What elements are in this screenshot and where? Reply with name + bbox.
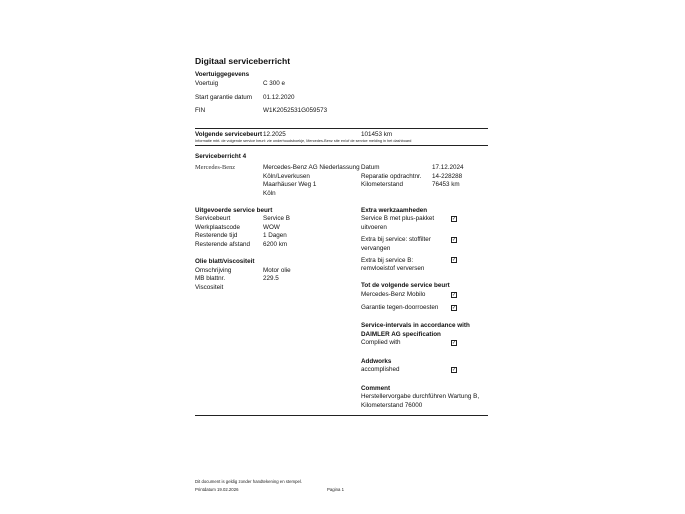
divider [195,128,488,129]
next-service-label: Volgende servicebeurt [195,131,263,138]
until-next-heading: Tot de volgende service beurt [361,282,450,289]
print-date: Printdatum 19.02.2026 [195,487,239,492]
page-number: Pagina 1 [327,487,344,492]
executed-value: 6200 km [263,241,288,248]
executed-label: Resterende afstand [195,241,250,248]
report-meta-value: 17.12.2024 [432,164,464,171]
executed-label: Werkplaatscode [195,224,241,231]
oil-label: MB blattnr. [195,275,226,282]
addworks-heading: Addworks [361,358,392,365]
warranty-start-label: Start garantie datum [195,94,253,101]
extra-item-line: uitvoeren [361,224,387,231]
fin-label: FIN [195,107,206,114]
oil-value: 229.5 [263,275,279,282]
checkbox-checked: ✓ [452,257,457,263]
intervals-item: Complied with [361,339,401,346]
executed-label: Servicebeurt [195,215,231,222]
oil-label: Viscositeit [195,284,224,291]
checkbox-checked: ✓ [452,216,457,222]
comment-heading: Comment [361,385,391,392]
next-service-date: 12.2025 [263,131,286,138]
checkbox-checked: ✓ [452,237,457,243]
dealer-line: Maarhäuser Weg 1 [263,181,317,188]
executed-value: 1 Dagen [263,232,287,239]
checkbox-checked: ✓ [452,292,457,298]
executed-value: WOW [263,224,280,231]
executed-heading: Uitgevoerde service beurt [195,207,273,214]
checkbox-checked: ✓ [452,367,457,373]
executed-value: Service B [263,215,290,222]
oil-value: Motor olie [263,267,291,274]
footer-note: Dit document is geldig zonder handtekening en stempel. [195,479,303,484]
next-service-km: 101453 km [361,131,393,138]
warranty-start-value: 01.12.2020 [263,94,295,101]
vehicle-value: C 300 e [263,80,286,87]
divider [195,145,488,146]
divider [195,415,488,416]
intervals-heading: Service-intervals in accordance with [361,322,470,329]
report-meta-label: Reparatie opdrachtnr. [361,173,422,180]
until-next-item: Garantie tegen-doorroesten [361,304,439,311]
comment-line: Herstellervorgabe durchführen Wartung B, [361,393,480,400]
oil-heading: Olie blatt/viscositeit [195,258,255,265]
extra-item-line: vervangen [361,245,391,252]
page-title: Digitaal serviceberricht [195,56,291,66]
extra-item-line: Service B met plus-pakket [361,215,435,222]
brand-logo: Mercedes-Benz [195,164,236,171]
next-service-note: Informatie mbt. de volgende service beurt: zie onderhoudsboekje, Mercedes-Benz site en/of de service melding in het dashboard [195,139,412,143]
oil-label: Omschrijving [195,267,232,274]
report-meta-value: 14-228288 [432,173,463,180]
fin-value: W1K2052531G059573 [263,107,328,114]
report-meta-label: Datum [361,164,380,171]
addworks-item: accomplished [361,366,400,373]
extra-item-line: remvloeistof verversen [361,265,425,272]
report-heading: Serviceberricht 4 [195,153,247,160]
report-meta-value: 76453 km [432,181,460,188]
checkbox-checked: ✓ [452,305,457,311]
executed-label: Resterende tijd [195,232,238,239]
comment-line: Kilometerstand 76000 [361,402,423,409]
checkbox-checked: ✓ [452,340,457,346]
extra-heading: Extra werkzaamheden [361,207,428,214]
extra-item-line: Extra bij service: stoffilter [361,236,431,243]
until-next-item: Mercedes-Benz Mobilo [361,291,426,298]
dealer-line: Köln [263,190,276,197]
intervals-heading: DAIMLER AG specification [361,331,441,338]
dealer-line: Köln/Leverkusen [263,173,310,180]
dealer-line: Mercedes-Benz AG Niederlassung [263,164,360,171]
vehicle-heading: Voertuiggegevens [195,71,250,78]
extra-item-line: Extra bij service B: [361,257,414,264]
vehicle-label: Voertuig [195,80,219,87]
report-meta-label: Kilometerstand [361,181,403,188]
